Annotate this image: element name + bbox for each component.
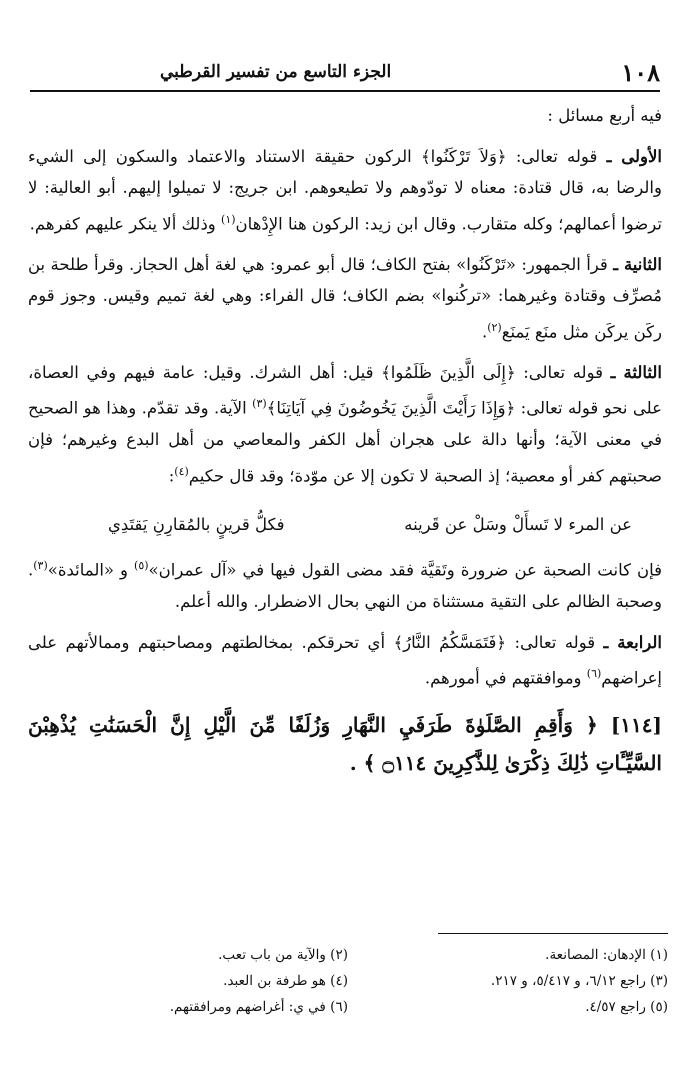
intro-line: فيه أربع مسائل : xyxy=(547,106,662,125)
footnote-ref: (٦) xyxy=(586,667,602,680)
footnote-ref: (٣) xyxy=(252,397,267,410)
footnote-6: (٦) في ي: أغراضهم ومرافقتهم. xyxy=(169,999,348,1015)
issue-tail: : xyxy=(168,466,175,485)
header-rule xyxy=(30,90,660,92)
page-number: ١٠٨ xyxy=(621,58,660,87)
issue-second xyxy=(28,249,662,348)
issue-first xyxy=(28,141,662,240)
page-header xyxy=(30,58,660,90)
running-title: الجزء التاسع من تفسير القرطبي xyxy=(160,62,392,82)
footnote-ref: (٣) xyxy=(33,559,48,572)
paragraph-text: فإن كانت الصحبة عن ضرورة وتَقيَّة فقد مضى القول فيها في «آل عمران» xyxy=(148,560,662,580)
issue-text: قوله تعالى: ﴿وَلاَ تَرْكَنُوا﴾ الركون حقيقة الاستناد والاعتماد والسكون إلى الشيء والرضا به، قال قتادة: معناه لا تودّوهم ولا تطيعوهم. ابن جريج: لا تميلوا إليهم. أبو العالية: لا ترضوا أعمالهم؛ وكله متقارب. وقال ابن زيد: الركون هنا الإِدْهان xyxy=(28,146,662,233)
issue-third xyxy=(28,357,662,492)
poetry-verse xyxy=(28,501,662,551)
issue-text: قوله تعالى: ﴿إِلَى الَّذِينَ ظَلَمُوا﴾ قيل: أهل الشرك. وقيل: عامة فيهم وفي العصاة، على نحو قوله تعالى: ﴿وَإِذَا رَأَيْتَ الَّذِينَ يَخُوضُونَ فِي آيَاتِنَا﴾ xyxy=(28,362,662,418)
footnote-ref: (١) xyxy=(221,212,236,226)
issue-text: قرأ الجمهور: «تَرْكَنُوا» بفتح الكاف؛ قال أبو عمرو: هي لغة أهل الحجاز. وقرأ طلحة بن مُصرِّف وقتادة وغيرهما: «تركُنوا» بضم الكاف؛ قال الفراء: وهي لغة تميم وقيس. وجوز قوم ركَن يركَن مثل منَع يَمنَع xyxy=(28,254,662,341)
issue-tail: الآية. وقد تقدّم. وهذا هو الصحيح في معنى الآية؛ وأنها دالة على هجران أهل الكفر والمعاصي من أهل البدع وغيرهم؛ فإن صحبتهم كفر أو معصية؛ إذ الصحبة لا تكون إلا عن موّدة؛ وقد قال حكيم xyxy=(28,398,662,485)
verse-second-hemistich: فكلُّ قرينٍ بالمُقارِنِ يَقتَدِي xyxy=(108,514,285,534)
issue-lead: الأولى ـ xyxy=(606,146,662,166)
footnote-5: (٥) راجع ٤/٥٧. xyxy=(585,999,668,1015)
issue-lead: الثالثة ـ xyxy=(610,362,662,382)
footnote-ref: (٤) xyxy=(174,464,189,478)
paragraph-text: . وصحبة الظالم على التقية مستثناة من النهي بحال الاضطرار. والله أعلم. xyxy=(28,560,662,611)
footnote-2: (٢) والآية من باب تعب. xyxy=(218,947,348,963)
footnotes xyxy=(68,942,668,1020)
issue-tail: . xyxy=(481,322,488,341)
paragraph-text: و «المائدة» xyxy=(47,560,135,580)
footnote-4: (٤) هو طرفة بن العبد. xyxy=(223,973,348,989)
after-verse-paragraph xyxy=(28,550,662,618)
page-body xyxy=(28,100,662,791)
issue-tail: وذلك ألا ينكر عليهم كفرهم. xyxy=(29,214,222,233)
verse-first-hemistich: عن المرء لا تَسأَلْ وسَلْ عن قَرينه xyxy=(404,514,632,534)
issue-text: قوله تعالى: ﴿فَتَمَسَّكُمُ النَّارُ﴾ أي تحرقكم. بمخالطتهم ومصاحبتهم وممالأتهم على إعراضهم xyxy=(28,632,662,688)
footnote-ref: (٢) xyxy=(487,320,502,334)
issue-lead: الرابعة ـ xyxy=(603,632,663,652)
footnote-ref: (٥) xyxy=(134,559,149,572)
issue-lead: الثانية ـ xyxy=(613,254,662,274)
footnote-1: (١) الإدهان: المصانعة. xyxy=(545,947,668,963)
footnote-3: (٣) راجع ٦/١٢، و ٥/٤١٧، و ٢١٧. xyxy=(490,973,668,989)
issue-tail: وموافقتهم في أمورهم. xyxy=(424,668,587,688)
footnote-rule xyxy=(438,933,668,934)
quran-verse: [١١٤] ﴿ وَأَقِمِ الصَّلَوٰةَ طَرَفَيِ النَّهَارِ وَزُلَفًا مِّنَ الَّيْلِ إِنَّ الْحَسَنَٰتِ يُذْهِبْنَ السَّيِّـَٔاتِ ذَٰلِكَ ذِكْرَىٰ لِلذَّٰكِرِينَ ۝١١٤ ﴾ . xyxy=(28,713,662,775)
issue-fourth xyxy=(28,627,662,695)
